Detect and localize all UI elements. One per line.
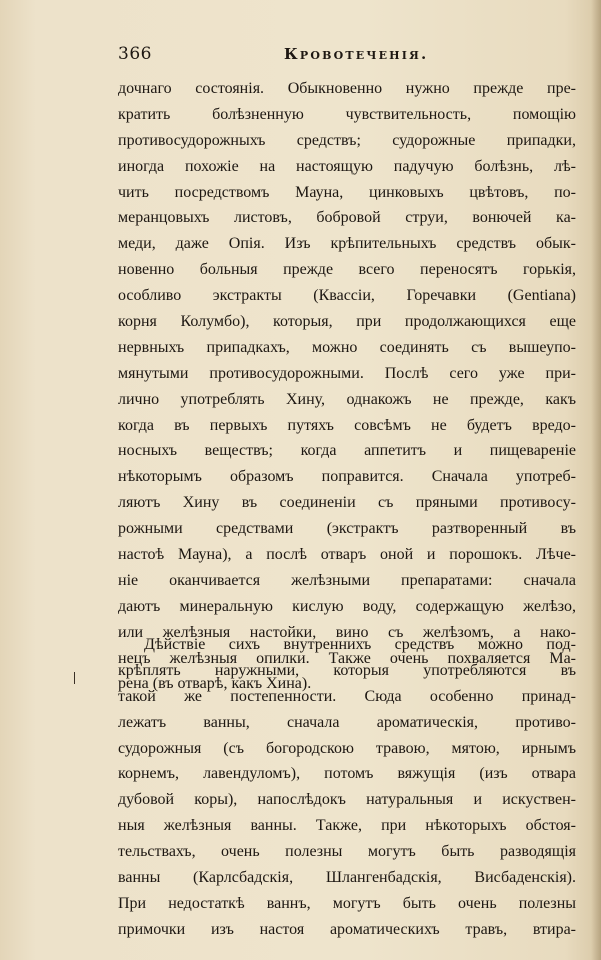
text-line: меранцовыхъ листовъ, бобровой струи, вонючей ка- [118,209,576,227]
text-line: тельствахъ, очень полезны могутъ быть разводящія [118,843,576,861]
text-line: Дѣйствіе сихъ внутреннихъ средствъ можно под- [144,636,576,653]
text-line: лежатъ ванны, сначала ароматическія, противо- [118,713,576,731]
page-header [118,44,576,66]
margin-mark [74,672,75,684]
text-line: ныя желѣзныя ванны. Также, при нѣкоторыхъ обстоя- [118,817,576,835]
text-line: При недостаткѣ ваннъ, могутъ быть очень полезны [118,894,576,912]
paragraph-1 [118,76,576,697]
page-edge-shadow [591,0,601,960]
text-line: когда въ первыхъ путяхъ совсѣмъ не будетъ вредо- [118,416,576,434]
text-line: лично употреблять Хину, однакожъ не прежде, какъ [118,390,576,408]
page-number: 366 [118,44,152,64]
text-line: примочки изъ настоя ароматическихъ травъ, втира- [118,920,576,938]
text-line: меди, даже Опія. Изъ крѣпительныхъ средствъ обык- [118,235,576,253]
text-line: или желѣзныя настойки, вино съ желѣзомъ, а нако- [118,623,576,641]
text-line: даютъ минеральную кислую воду, содержащую желѣзо, [118,597,576,615]
text-line: судорожныя (съ богородскою травою, мятою, ирнымъ [118,739,576,757]
text-line: ніе оканчивается желѣзными препаратами: сначала [118,571,576,589]
text-line: ванны (Карлсбадскія, Шлангенбадскія, Висбаденскія). [118,869,576,887]
text-line: кратить болѣзненную чувствительность, помощію [118,105,576,123]
text-line: настоѣ Мауна), а послѣ отваръ оной и порошокъ. Лѣче- [118,546,576,564]
text-line: корня Колумбо), которыя, при продолжающихся еще [118,313,576,331]
text-line: рена (въ отварѣ, какъ Хина). [118,675,312,693]
text-line: дубовой коры), напослѣдокъ натуральныя и искуствен- [118,791,576,809]
text-line: нервныхъ припадкахъ, можно соединять съ вышеупо- [118,338,576,356]
text-line: ляютъ Хину въ соединеніи съ пряными противосу- [118,494,576,512]
paragraph-2 [118,632,576,943]
text-line: особливо экстракты (Квассіи, Горечавки (Gentiana) [118,287,576,305]
text-line: крѣплять наружными, которыя употребляются въ [118,661,576,679]
text-line: нѣкоторымъ образомъ поправится. Сначала употреб- [118,468,576,486]
text-line: новенно больныя прежде всего переносятъ горькія, [118,261,576,279]
text-line: рожными средствами (экстрактъ разтворенный въ [118,520,576,538]
text-line: корнемъ, лавендуломъ), потомъ вяжущія (изъ отвара [118,765,576,783]
text-line: иногда похожіе на настоящую падучую болѣзнь, лѣ- [118,157,576,175]
text-line: такой же постепенности. Сюда особенно принад- [118,687,576,705]
text-line: противосудорожныхъ средствъ; судорожные припадки, [118,131,576,149]
text-line: чить посредствомъ Мауна, цинковыхъ цвѣтовъ, по- [118,183,576,201]
text-line: нецъ желѣзныя опилки. Также очень похваляется Ма- [118,649,576,667]
text-line: носныхъ веществъ; когда аппетитъ и пищевареніе [118,442,576,460]
text-line: мянутыми противосудорожными. Послѣ сего уже при- [118,364,576,382]
running-head: Кровотеченія. [284,45,429,63]
text-line: дочнаго состоянія. Обыкновенно нужно прежде пре- [118,80,576,97]
